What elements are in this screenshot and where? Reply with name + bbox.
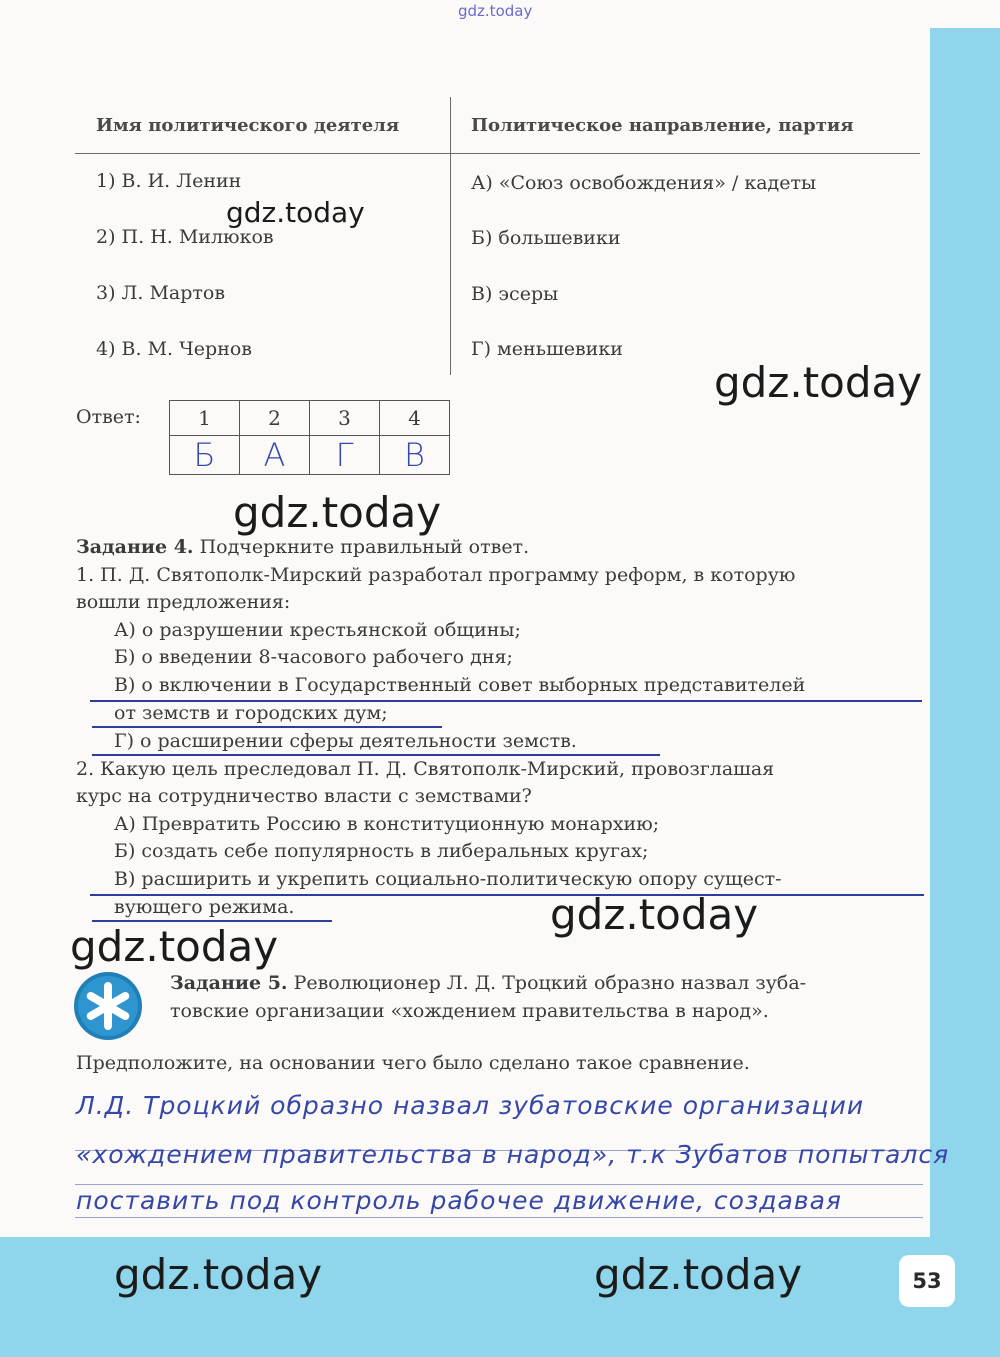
task4-q1-option-d: Г) о расширении сферы деятельности земств. xyxy=(114,730,577,752)
handwritten-answer-line-1: Л.Д. Троцкий образно назвал зубатовские организации xyxy=(76,1091,865,1120)
table-header-party: Политическое направление, партия xyxy=(471,115,854,136)
answer-number-4: 4 xyxy=(380,401,450,436)
handwritten-answer-line-2: «хождением правительства в народ», т.к Зубатов попытался xyxy=(76,1140,950,1169)
task4-q2-option-b: Б) создать себе популярность в либеральных кругах; xyxy=(114,840,649,862)
task4-q1-option-c-line1: В) о включении в Государственный совет выборных представителей xyxy=(114,674,806,696)
answer-letter-3: Г xyxy=(310,436,380,475)
header-watermark: gdz.today xyxy=(458,2,533,20)
table-party-a: А) «Союз освобождения» / кадеты xyxy=(471,172,817,194)
task5-line2: товские организации «хождением правительства в народ». xyxy=(170,1000,769,1022)
answer-rule-3 xyxy=(75,1217,923,1218)
answer-number-2: 2 xyxy=(240,401,310,436)
answer-letter-4: В xyxy=(380,436,450,475)
answer-letter-1: Б xyxy=(170,436,240,475)
task5-prompt: Предположите, на основании чего было сделано такое сравнение. xyxy=(76,1052,750,1074)
page-number: 53 xyxy=(899,1255,955,1307)
answer-label: Ответ: xyxy=(76,406,141,428)
watermark-2: gdz.today xyxy=(714,358,923,407)
task4-title: Задание 4. xyxy=(76,536,194,558)
answer-grid xyxy=(169,400,450,475)
table-header-name: Имя политического деятеля xyxy=(96,115,400,136)
watermark-5: gdz.today xyxy=(70,922,279,971)
table-column-divider xyxy=(450,97,451,375)
task4-q2-option-a: А) Превратить Россию в конституционную монархию; xyxy=(114,813,660,835)
task4-q1-option-a: А) о разрушении крестьянской общины; xyxy=(114,619,521,641)
task4-instruction: Подчеркните правильный ответ. xyxy=(199,536,530,558)
handwritten-answer-line-3: поставить под контроль рабочее движение, создавая xyxy=(76,1186,842,1215)
task4-q1-option-b: Б) о введении 8-часового рабочего дня; xyxy=(114,646,513,668)
answer-number-1: 1 xyxy=(170,401,240,436)
answer-letter-2: А xyxy=(240,436,310,475)
task4-q2-option-c-line1: В) расширить и укрепить социально-политическую опору сущест- xyxy=(114,868,782,890)
task4-q2-line1: 2. Какую цель преследовал П. Д. Святополк-Мирский, провозглашая xyxy=(76,758,775,780)
task4-q1-line1: 1. П. Д. Святополк-Мирский разработал программу реформ, в которую xyxy=(76,564,796,586)
task4-heading xyxy=(76,536,529,558)
watermark-4: gdz.today xyxy=(550,890,759,939)
table-name-3: 3) Л. Мартов xyxy=(96,282,226,304)
table-header-divider xyxy=(75,153,920,154)
table-party-b: Б) большевики xyxy=(471,227,621,249)
table-name-4: 4) В. М. Чернов xyxy=(96,338,253,360)
answer-number-3: 3 xyxy=(310,401,380,436)
task5-heading xyxy=(170,972,806,994)
task4-q2-line2: курс на сотрудничество власти с земствами? xyxy=(76,785,532,807)
answer-rule-2 xyxy=(75,1184,923,1185)
table-name-1: 1) В. И. Ленин xyxy=(96,170,242,192)
task4-q1-line2: вошли предложения: xyxy=(76,591,291,613)
task5-line1: Революционер Л. Д. Троцкий образно назвал зуба- xyxy=(293,972,807,994)
underline-q1-d xyxy=(92,754,660,756)
underline-q1-c-2 xyxy=(92,726,442,728)
task4-q2-option-c-line2: вующего режима. xyxy=(114,896,295,918)
watermark-3: gdz.today xyxy=(233,488,442,537)
table-name-2: 2) П. Н. Милюков xyxy=(96,226,274,248)
watermark-1: gdz.today xyxy=(226,196,365,229)
creative-task-icon xyxy=(72,970,144,1042)
table-party-v: В) эсеры xyxy=(471,283,559,305)
watermark-6: gdz.today xyxy=(114,1250,323,1299)
task4-q1-option-c-line2: от земств и городских дум; xyxy=(114,702,388,724)
table-party-g: Г) меньшевики xyxy=(471,338,623,360)
task5-title: Задание 5. xyxy=(170,972,288,994)
watermark-7: gdz.today xyxy=(594,1250,803,1299)
